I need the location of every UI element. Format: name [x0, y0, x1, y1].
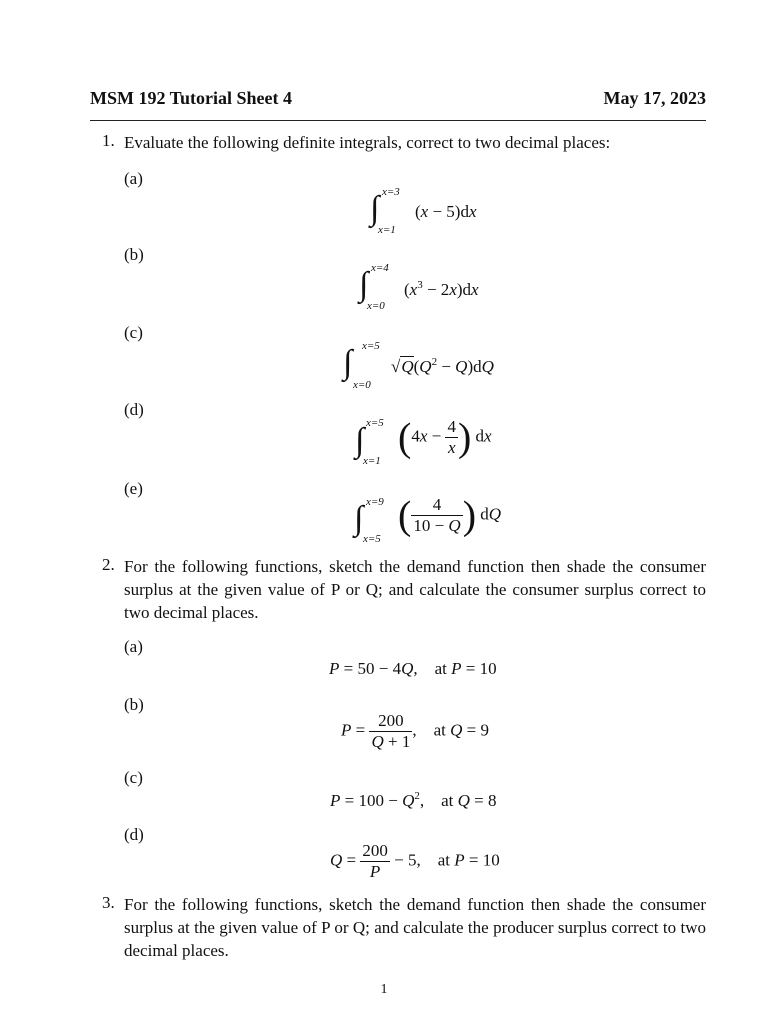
part-label: (d) [124, 400, 144, 419]
question-text: For the following functions, sketch the demand function then shade the consumer surplus at the given value of P or Q; and calculate the consumer surplus correct to two decimal places. [124, 557, 706, 622]
integrand: (4x − $\frac{4}{x}$ ) dx [398, 414, 492, 460]
integrand: $√Q(Q^2 - Q)dQ$ [391, 356, 494, 376]
part-label: (b) [124, 695, 144, 714]
demand-function-d: Q = $\frac{200}{P}$ − 5, at P = 10 [330, 841, 500, 881]
upper-limit: x=3 [382, 186, 400, 198]
sheet-date: May 17, 2023 [603, 88, 706, 108]
integral-sign: ∫ [359, 266, 369, 303]
integrand: ( $\frac{4}{10 - Q}$ ) dQ [398, 492, 502, 538]
lower-limit: x=5 [363, 533, 381, 545]
question-text: For the following functions, sketch the demand function then shade the consumer surplus at the given value of P or Q; and calculate the producer surplus correct to two decimal places. [124, 895, 706, 960]
question-number: 1. [102, 131, 115, 150]
demand-function-a: P = 50 − 4Q, at P = 10 [329, 659, 497, 678]
demand-function-c: $P = 100 - Q^2$, at Q = 8 [330, 790, 497, 810]
integral-sign: ∫ [370, 190, 380, 227]
lower-limit: x=0 [367, 300, 385, 312]
question-text: Evaluate the following definite integrals, correct to two decimal places: [124, 133, 611, 152]
lower-limit: x=0 [353, 379, 371, 391]
lower-limit: x=1 [363, 455, 381, 467]
part-label: (e) [124, 479, 143, 498]
part-label: (b) [124, 245, 144, 264]
question-number: 3. [102, 893, 115, 912]
demand-function-b: P = $\frac{200}{Q + 1}$ , at Q = 9 [341, 711, 490, 751]
part-label: (c) [124, 768, 143, 787]
upper-limit: x=9 [366, 496, 384, 508]
part-label: (a) [124, 637, 143, 656]
header-bar [90, 88, 706, 114]
upper-limit: x=4 [371, 262, 389, 274]
integral-sign: ∫ [343, 344, 353, 381]
question-number: 2. [102, 555, 115, 574]
part-label: (d) [124, 825, 144, 844]
lower-limit: x=1 [378, 224, 396, 236]
sheet-title: MSM 192 Tutorial Sheet 4 [90, 88, 293, 108]
upper-limit: x=5 [362, 340, 380, 352]
page-number: 1 [380, 982, 388, 997]
part-label: (c) [124, 323, 143, 342]
integrand: $(x^3 - 2x)dx$ [404, 279, 479, 299]
integral-sign: ∫ [355, 422, 365, 459]
part-label: (a) [124, 169, 143, 188]
integrand: (x − 5)dx [415, 202, 477, 221]
integral-sign: ∫ [354, 500, 364, 537]
header-rule [90, 120, 706, 121]
upper-limit: x=5 [366, 417, 384, 429]
